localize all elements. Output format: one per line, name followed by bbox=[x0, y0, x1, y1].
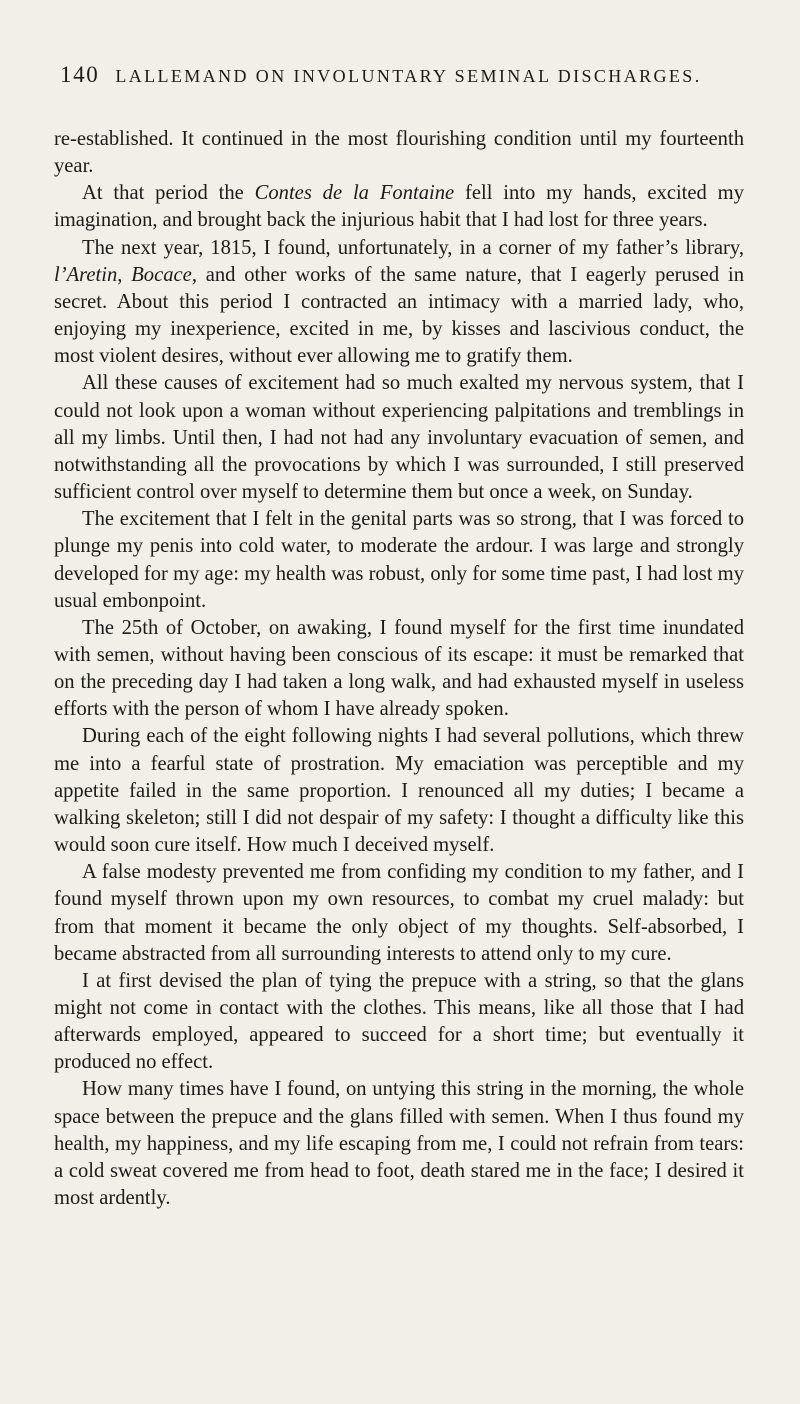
paragraph: I at first devised the plan of tying the prepuce with a string, so that the glans might not come in contact with the clothes. This means, like all those that I had afterwards employed, appeared to succeed for a short time; but eventually it produced no effect. bbox=[54, 969, 744, 1074]
page-number: 140 bbox=[60, 62, 100, 87]
book-title: Contes de la Fontaine bbox=[254, 182, 455, 205]
running-title: LALLEMAND ON INVOLUNTARY SEMINAL DISCHARGES. bbox=[115, 66, 702, 86]
paragraph-text: fell into my hands, excited my imagination, and brought back the injurious habit that bbox=[54, 182, 744, 232]
paragraph: During each of the eight following nights I had several pollutions, which threw me into a fearful state of prostration. My emaciation was perceptible and my appetite failed in the same proportion. I renounced all my duties; I became a walking skeleton; still I did not despair of my safety: I thought a difficulty like this would soon cure itself. How much I deceived myself. bbox=[54, 725, 744, 857]
paragraph-text: The next year, 1815, I found, unfortunately, in a corner of my father’s library, bbox=[82, 236, 744, 259]
paragraph bbox=[54, 180, 744, 234]
book-title: l’Aretin bbox=[54, 263, 118, 286]
paragraph-text: I had lost for three years. bbox=[501, 209, 708, 232]
running-head bbox=[60, 62, 744, 88]
paragraph: How many times have I found, on untying this string in the morning, the whole space between the prepuce and the glans filled with semen. When I thus found my health, my happiness, and my life escaping from me, I could not refrain from tears: a cold sweat covered me from head to foot, death stared me in the face; I desired it most ardently. bbox=[54, 1078, 744, 1210]
paragraph: re-established. It continued in the most flourishing condition until my fourteenth year. bbox=[54, 128, 744, 178]
paragraph: The excitement that I felt in the genital parts was so strong, that I was forced to plunge my penis into cold water, to moderate the ardour. I was large and strongly developed for my age: my health was robust, only for some time past, I had lost my usual embonpoint. bbox=[54, 508, 744, 612]
paragraph-text: At that period the bbox=[82, 182, 255, 205]
paragraph-text: , and other works of the same nature, that I eagerly perused in secret. About this period I contracted an intimacy with a married lady, who, enjoying my inexperience, excited in me, by kisses and lascivious conduct, the most violent desires, without ever allowing me to gratify them. bbox=[54, 263, 744, 368]
book-title: Bocace bbox=[131, 263, 192, 286]
paragraph bbox=[54, 235, 744, 371]
paragraph: All these causes of excitement had so much exalted my nervous system, that I could not look upon a woman without experiencing palpitations and tremblings in all my limbs. Until then, I had not had any involuntary evacuation of semen, and notwithstanding all the provocations by which I was surrounded, I still preserved sufficient control over myself to determine them but once a week, on Sunday. bbox=[54, 372, 744, 504]
body-text bbox=[54, 126, 744, 1212]
paragraph: A false modesty prevented me from confiding my condition to my father, and I found myself thrown upon my own resources, to combat my cruel malady: but from that moment it became the only object of my thoughts. Self-absorbed, I became abstracted from all surrounding interests to attend only to my cure. bbox=[54, 861, 744, 965]
paragraph-text: , bbox=[117, 263, 132, 286]
paragraph: The 25th of October, on awaking, I found myself for the first time inundated with semen, without having been conscious of its escape: it must be remarked that on the preceding day I had taken a long walk, and had exhausted myself in useless efforts with the person of whom I have already spoken. bbox=[54, 616, 744, 721]
